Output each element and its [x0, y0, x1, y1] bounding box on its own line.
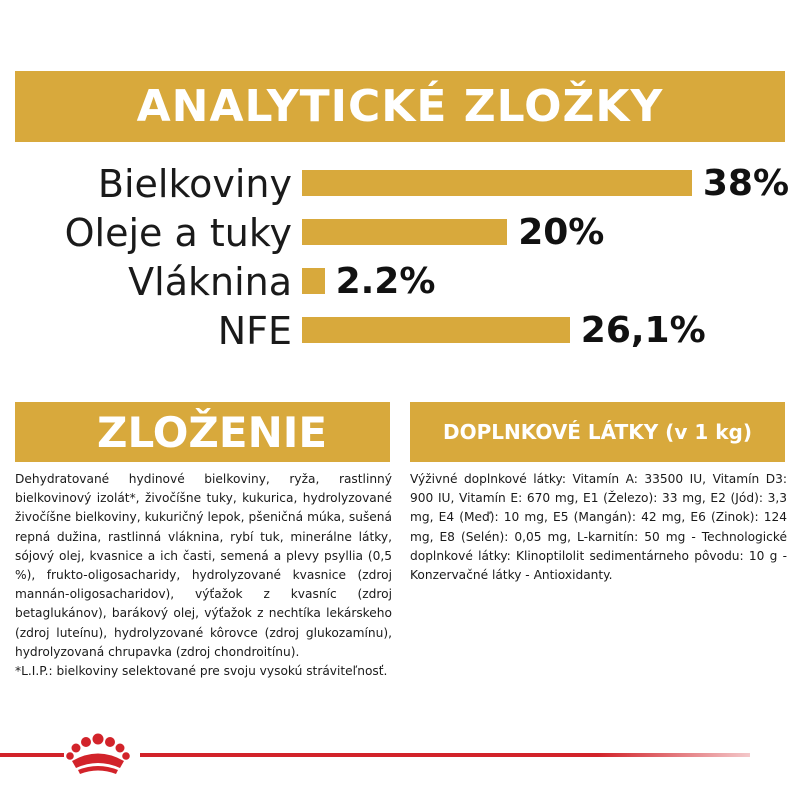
- composition-text-block: [15, 470, 392, 681]
- nutrient-label: Vláknina: [128, 260, 292, 304]
- nutrient-row: [0, 160, 800, 208]
- footer-red-line-left: [0, 753, 64, 757]
- analytical-title: ANALYTICKÉ ZLOŽKY: [136, 81, 664, 132]
- nutrient-bar: [302, 317, 570, 343]
- additives-title: DOPLNKOVÉ LÁTKY (v 1 kg): [443, 420, 752, 444]
- nutrient-label: Oleje a tuky: [64, 211, 292, 255]
- composition-header: [15, 402, 390, 462]
- additives-text: Výživné doplnkové látky: Vitamín A: 33500 IU, Vitamín D3: 900 IU, Vitamín E: 670 mg, E1 (Železo): 33 mg, E2 (Jód): 3,3 mg, E4 (Meď): 10 mg, E5 (Mangán): 42 mg, E6 (Zinok): 124 mg, E8 (Selén): 0,05 mg, L-karnitín: 50 mg - Technologické doplnkové látky: Klinoptilolit sedimentárneho pôvodu: 10 g - Konzervačné látky - Antioxidanty.: [410, 472, 787, 583]
- additives-text-block: [410, 470, 787, 585]
- composition-footnote: *L.I.P.: bielkoviny selektované pre svoju vysokú stráviteľnosť.: [15, 664, 388, 679]
- composition-title: ZLOŽENIE: [97, 407, 328, 457]
- nutrient-bar: [302, 268, 325, 294]
- nutrient-value: 26,1%: [580, 310, 706, 351]
- nutrient-row: [0, 258, 800, 306]
- nutrient-value: 2.2%: [335, 261, 436, 302]
- nutrient-row: [0, 307, 800, 355]
- nutrient-bar: [302, 219, 507, 245]
- royal-canin-crown-logo: [58, 728, 138, 778]
- additives-header: [410, 402, 785, 462]
- nutrient-row: [0, 209, 800, 257]
- nutrient-label: Bielkoviny: [97, 162, 292, 206]
- analytical-banner: [15, 71, 785, 142]
- nutrient-label: NFE: [217, 309, 292, 353]
- nutrient-value: 20%: [518, 212, 605, 253]
- nutrient-bar: [302, 170, 692, 196]
- nutrient-value: 38%: [702, 163, 790, 204]
- footer-red-line-right: [140, 753, 750, 757]
- composition-text: Dehydratované hydinové bielkoviny, ryža, rastlinný bielkovinový izolát*, živočíšne tuky, kukurica, hydrolyzované živočíšne bielkoviny, kukuričný lepok, pšeničná múka, sušená repná dužina, rastlinná vláknina, rybí tuk, minerálne látky, sójový olej, kvasnice a ich časti, semená a plevy psyllia (0,5 %), frukto-oligosacharidy, hydrolyzované kvasnice (zdroj mannán-oligosacharidov), výťažok z kvasníc (zdroj betaglukánov), barákový olej, výťažok z nechtíka lekárskeho (zdroj luteínu), hydrolyzované kôrovce (zdroj glukozamínu), hydrolyzovaná chrupavka (zdroj chondroitínu).: [15, 472, 392, 659]
